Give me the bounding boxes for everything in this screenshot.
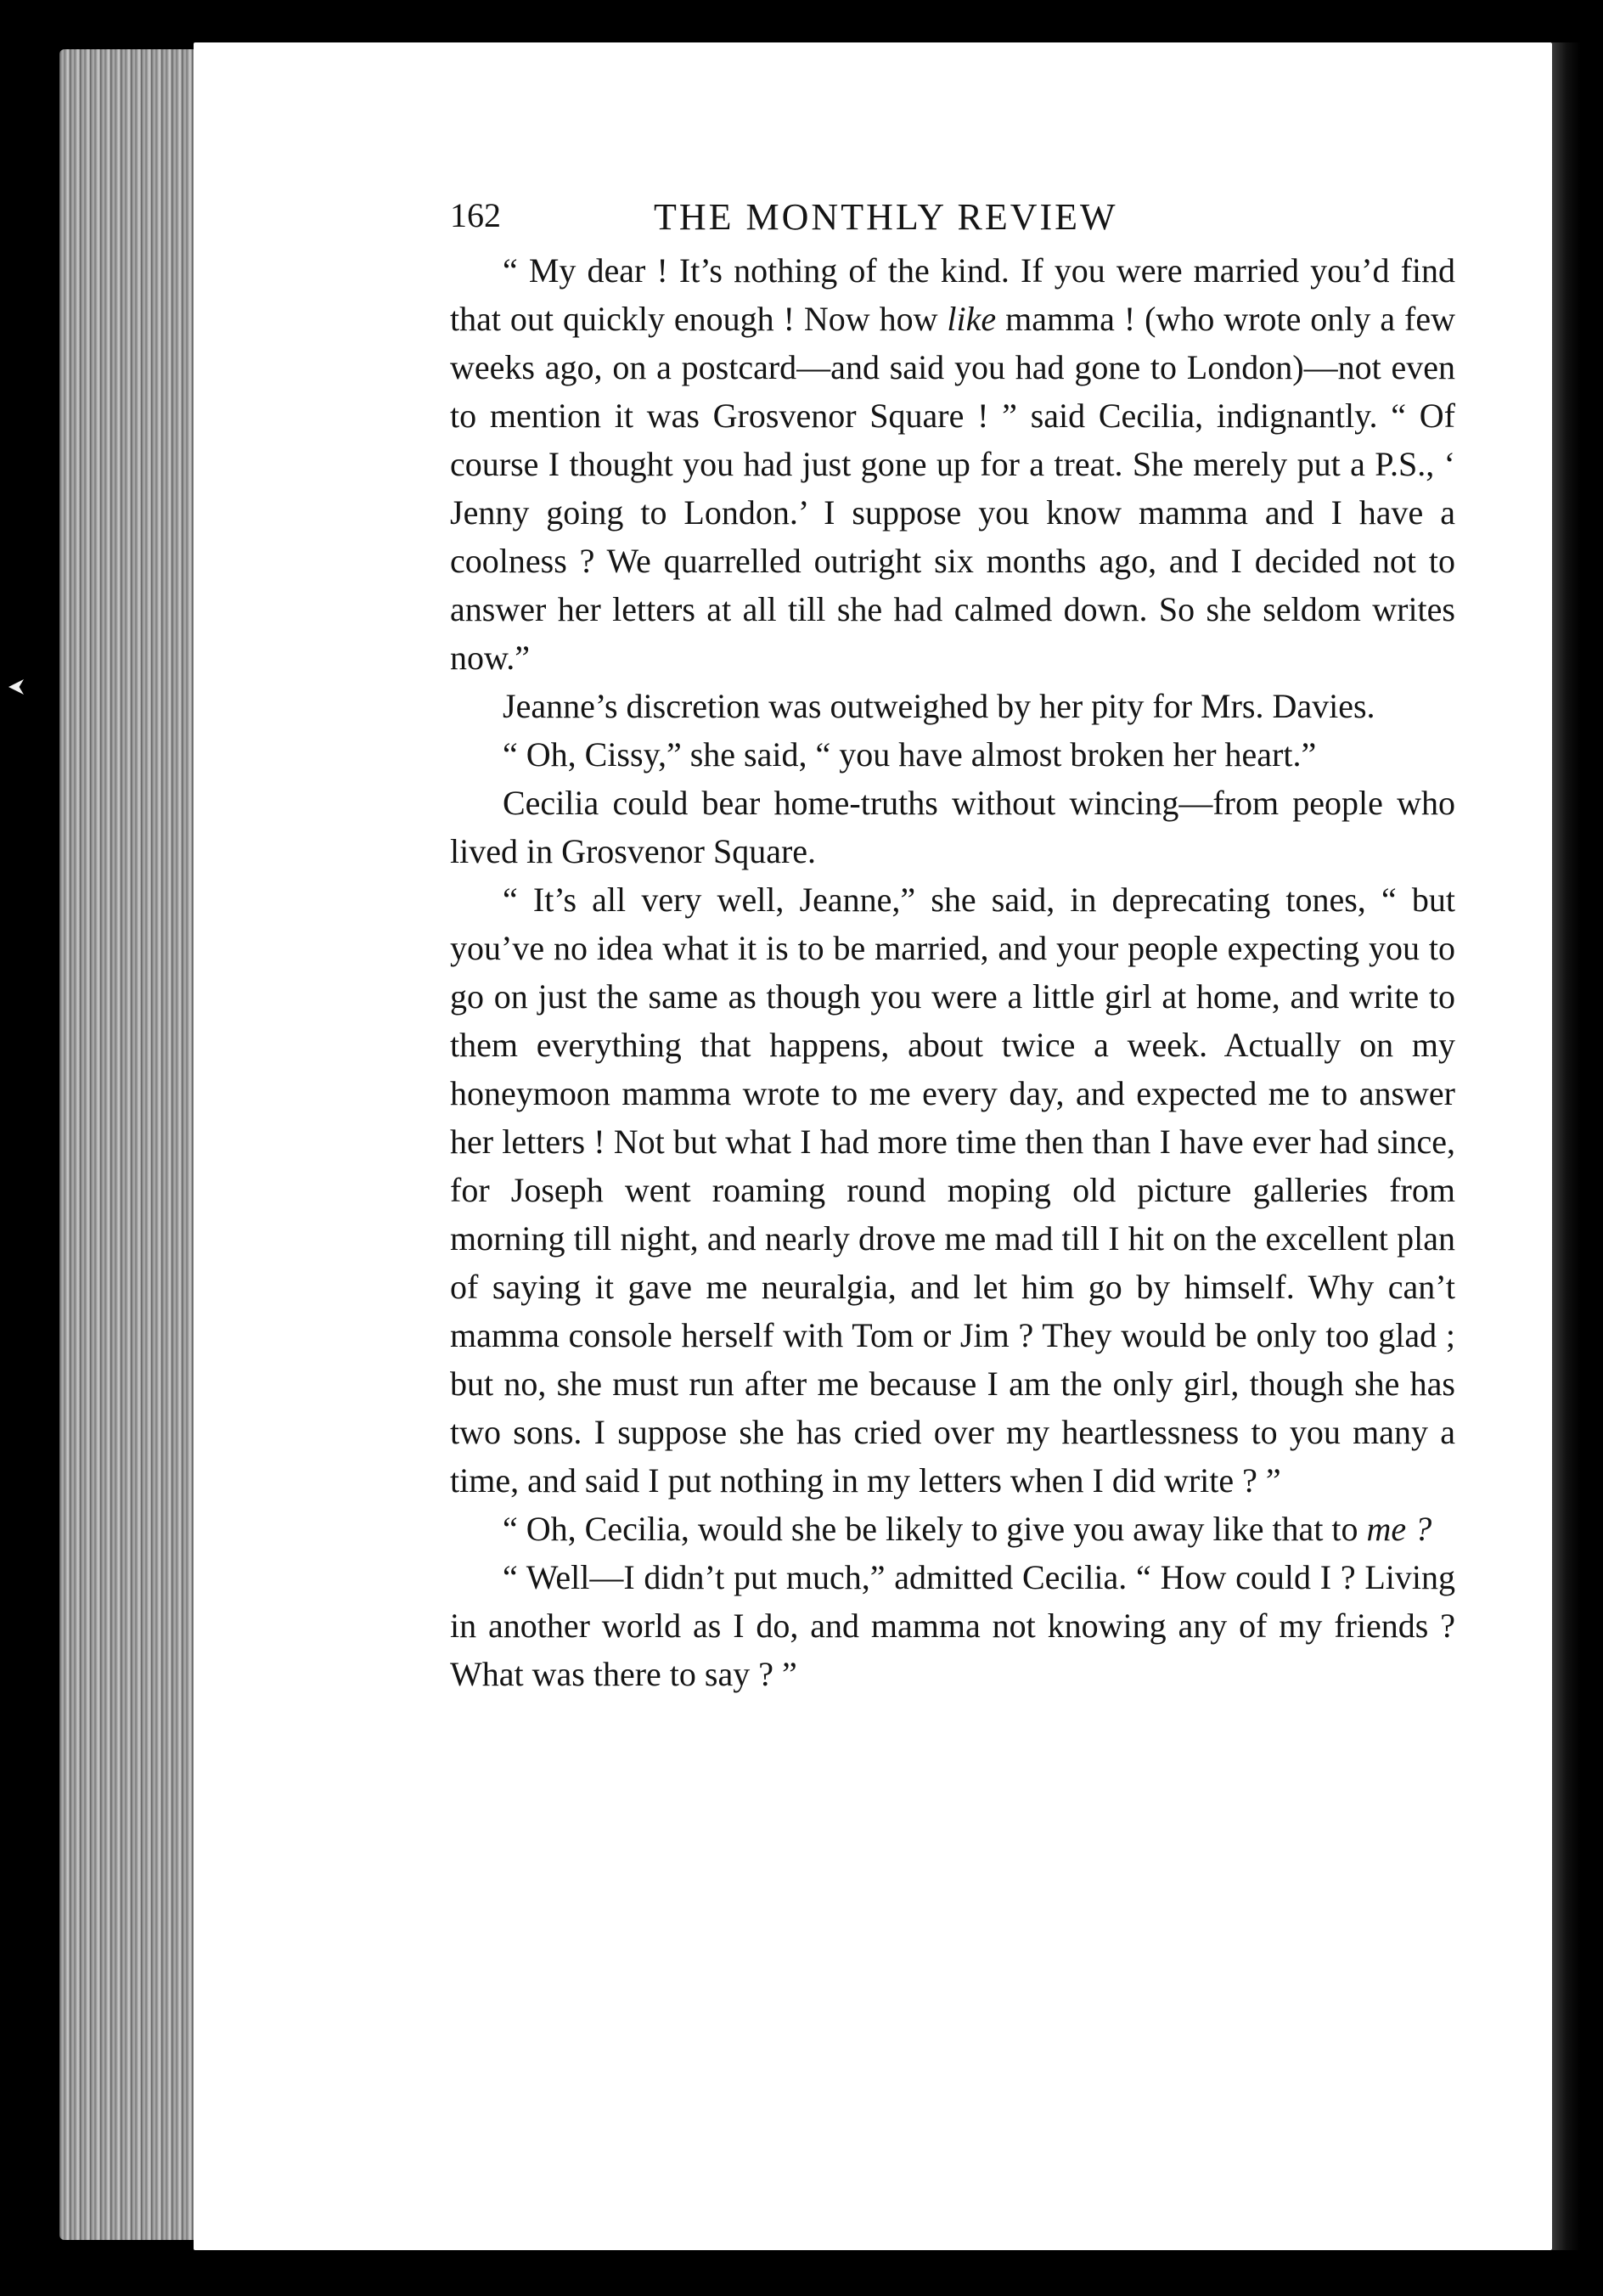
running-head xyxy=(450,187,1455,246)
page-number: 162 xyxy=(450,196,501,234)
page-edges xyxy=(59,49,204,2240)
text-block xyxy=(450,187,1455,1698)
text-run: “ My dear ! It’s nothing of the kind. If you were married you’d find that out quickly enough ! Now how xyxy=(450,251,1455,338)
text-run: mamma ! (who wrote only a few weeks ago, on a postcard—and said you had gone to London)—not even to mention it was Grosvenor Square ! ” said Cecilia, indignantly. “ Of course I thought you had just gone up for a treat. She merely put a P.S., ‘ Jenny going to London.’ I suppose you know mamma and I have a coolness ? We quarrelled outright six months ago, and I decided not to answer her letters at all till she had calmed down. So she seldom writes now.” xyxy=(450,300,1456,677)
paragraph xyxy=(450,875,1455,1505)
text-run: “ Oh, Cecilia, would she be likely to give you away like that to xyxy=(503,1510,1367,1548)
binding-shadow xyxy=(1552,42,1581,2250)
paragraph xyxy=(450,1505,1455,1553)
text-run: Jeanne’s discretion was outweighed by her pity for Mrs. Davies. xyxy=(503,687,1375,725)
paragraph xyxy=(450,779,1455,875)
paragraph xyxy=(450,730,1455,779)
text-run: “ It’s all very well, Jeanne,” she said, in deprecating tones, “ but you’ve no idea what it is to be married, and your people expecting you to go on just the same as though you were a little girl at home, and write to them everything that happens, about twice a week. Actually on my honeymoon mamma wrote to me every day, and expected me to answer her letters ! Not but what I had more time then than I have ever had since, for Joseph went roaming round moping old picture galleries from morning till night, and nearly drove me mad till I hit on the excellent plan of saying it gave me neuralgia, and let him go by himself. Why can’t mamma console herself with Tom or Jim ? They would be only too glad ; but no, she must run after me because I am the only girl, though she has two sons. I suppose she has cried over my heartlessness to you many a time, and said I put nothing in my letters when I did write ? ” xyxy=(450,881,1455,1500)
paragraph xyxy=(450,682,1455,730)
text-run: “ Oh, Cissy,” she said, “ you have almost broken her heart.” xyxy=(503,735,1317,774)
paragraph xyxy=(450,1553,1455,1698)
text-run-italic: me ? xyxy=(1366,1510,1432,1548)
margin-mark xyxy=(8,679,24,695)
paragraph xyxy=(450,246,1455,682)
running-title: THE MONTHLY REVIEW xyxy=(654,196,1118,238)
text-run: Cecilia could bear home-truths without wincing—from people who lived in Grosvenor Square. xyxy=(450,784,1455,870)
text-run-italic: like xyxy=(947,300,997,338)
text-run: “ Well—I didn’t put much,” admitted Cecilia. “ How could I ? Living in another world as I do, and mamma not knowing any of my friends ? What was there to say ? ” xyxy=(450,1558,1455,1693)
